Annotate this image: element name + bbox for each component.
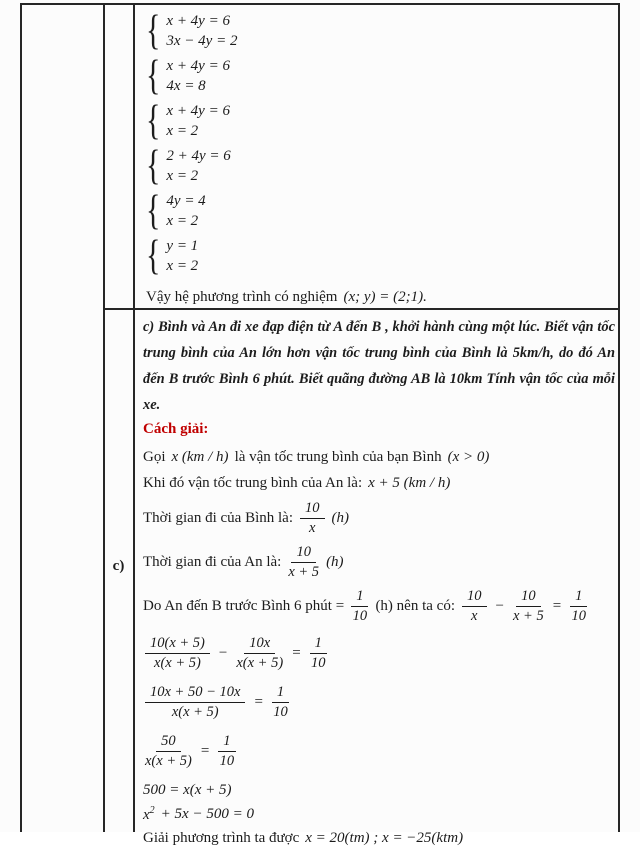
equation-line: x + 4y = 6	[166, 12, 230, 29]
equation-step-2	[143, 680, 615, 724]
solution-line-khi-do	[143, 472, 615, 494]
equation-step-5	[143, 803, 615, 825]
conclusion-line	[146, 286, 606, 308]
left-brace: {	[146, 97, 161, 144]
fraction-numerator: 1	[218, 733, 235, 752]
table-border-right	[618, 3, 620, 832]
equation-line: x = 2	[166, 122, 199, 139]
fraction	[145, 635, 210, 672]
equation-line: 4y = 4	[166, 192, 206, 209]
fraction	[272, 684, 289, 721]
equation-system-6	[146, 233, 606, 278]
fraction	[300, 500, 325, 537]
table-border-top	[20, 3, 620, 5]
equation-system-2	[146, 53, 606, 98]
text: Do An đến B trước Bình 6 phút =	[143, 597, 345, 614]
equation-step-3	[143, 729, 615, 773]
fraction	[236, 635, 283, 672]
math-expression: + 5x − 500 = 0	[160, 805, 254, 822]
fraction	[513, 588, 544, 625]
left-brace: {	[146, 7, 161, 54]
row-part-c-solution	[143, 314, 615, 849]
problem-statement: c) Bình và An đi xe đạp điện từ A đến B , khởi hành cùng một lúc. Biết vận tốc trung bình của An lớn hơn vận tốc trung bình của Bình là 5km/h, do đó An đến B trước Bình 6 phút. Biết quãng đường AB là 10km Tính vận tốc của mỗi xe.	[143, 319, 615, 413]
exponent: 2	[149, 804, 155, 816]
left-brace: {	[146, 187, 161, 234]
math-expression: x = 20(tm) ; x = −25(ktm)	[305, 829, 464, 846]
minus-operator: −	[218, 644, 228, 661]
minus-operator: −	[495, 597, 504, 614]
solution-final-line	[143, 827, 615, 849]
fraction-denominator: x(x + 5)	[145, 752, 192, 769]
fraction-numerator: 50	[156, 733, 181, 752]
solution-line-setup-equation	[143, 586, 615, 626]
equals-operator: =	[292, 644, 301, 661]
part-label-c: c)	[112, 558, 125, 574]
fraction	[145, 684, 245, 721]
fraction-denominator: x(x + 5)	[171, 703, 219, 720]
fraction-denominator: 10	[219, 752, 235, 769]
fraction-numerator: 1	[310, 635, 327, 654]
fraction-numerator: 10	[291, 544, 316, 563]
equation-line: 4x = 8	[166, 77, 206, 94]
text: (h) nên ta có:	[375, 597, 455, 614]
equation-system-4	[146, 143, 606, 188]
conclusion-math: (x; y) = (2;1).	[343, 288, 427, 305]
math-expression: (h)	[331, 509, 349, 526]
equation-line: x + 4y = 6	[166, 57, 230, 74]
fraction	[288, 544, 319, 581]
fraction-denominator: x + 5	[512, 607, 544, 624]
fraction	[462, 588, 487, 625]
variable: x	[143, 806, 150, 823]
row-part-b-solution	[146, 8, 606, 308]
equation-system-1	[146, 8, 606, 53]
table-column-divider-1	[103, 3, 105, 832]
equation-line: 3x − 4y = 2	[166, 32, 238, 49]
equation-line: y = 1	[166, 237, 199, 254]
fraction-denominator: x(x + 5)	[236, 654, 284, 671]
equals-operator: =	[552, 597, 562, 614]
math-expression: x + 5 (km / h)	[368, 474, 451, 491]
fraction-numerator: 10(x + 5)	[145, 635, 210, 654]
fraction-numerator: 10	[462, 588, 487, 607]
left-brace: {	[146, 52, 161, 99]
text: Giải phương trình ta được	[143, 829, 300, 846]
fraction	[218, 733, 235, 770]
fraction-denominator: x(x + 5)	[154, 654, 201, 671]
fraction-numerator: 1	[570, 588, 587, 607]
text: Gọi	[143, 448, 166, 465]
equation-line: x = 2	[166, 257, 199, 274]
equation-line: 2 + 4y = 6	[166, 147, 231, 164]
equals-operator: =	[200, 742, 210, 759]
equation-line: x + 4y = 6	[166, 102, 230, 119]
fraction-denominator: x	[471, 607, 478, 624]
math-expression	[143, 805, 155, 824]
fraction-numerator: 10x	[244, 635, 275, 654]
text: Thời gian đi của An là:	[143, 553, 282, 570]
solution-header: Cách giải:	[143, 421, 209, 437]
left-brace: {	[146, 142, 161, 189]
fraction-denominator: 10	[352, 607, 368, 624]
math-expression: (x > 0)	[447, 448, 490, 465]
fraction	[570, 588, 587, 625]
equation-line: x = 2	[166, 212, 199, 229]
fraction-numerator: 1	[272, 684, 289, 703]
fraction	[351, 588, 368, 625]
fraction-denominator: 10	[273, 703, 288, 720]
math-expression: (h)	[326, 553, 344, 570]
fraction-numerator: 1	[351, 588, 368, 607]
equation-system-5	[146, 188, 606, 233]
fraction-numerator: 10	[516, 588, 541, 607]
table-column-divider-2	[133, 3, 135, 832]
equals-operator: =	[254, 693, 263, 710]
solution-line-time-an	[143, 542, 615, 582]
math-expression: 500 = x(x + 5)	[143, 781, 232, 798]
math-expression: x (km / h)	[171, 448, 229, 465]
solution-line-time-binh	[143, 498, 615, 538]
fraction-denominator: 10	[571, 607, 587, 624]
equation-line: x = 2	[166, 167, 199, 184]
text: Thời gian đi của Bình là:	[143, 509, 293, 526]
table-row-divider	[103, 308, 620, 310]
text: là vận tốc trung bình của bạn Bình	[234, 448, 442, 465]
solution-line-goi	[143, 446, 615, 468]
text: Khi đó vận tốc trung bình của An là:	[143, 474, 363, 491]
fraction-denominator: 10	[311, 654, 326, 671]
fraction-denominator: x + 5	[288, 563, 320, 580]
fraction-numerator: 10	[300, 500, 325, 519]
equation-system-3	[146, 98, 606, 143]
fraction-numerator: 10x + 50 − 10x	[145, 684, 245, 703]
left-brace: {	[146, 232, 161, 279]
table-border-left	[20, 3, 22, 832]
fraction	[310, 635, 327, 672]
conclusion-text: Vậy hệ phương trình có nghiệm	[146, 288, 338, 305]
fraction	[145, 733, 192, 770]
equation-step-4	[143, 779, 615, 801]
fraction-denominator: x	[309, 519, 316, 536]
equation-step-1	[143, 631, 615, 675]
